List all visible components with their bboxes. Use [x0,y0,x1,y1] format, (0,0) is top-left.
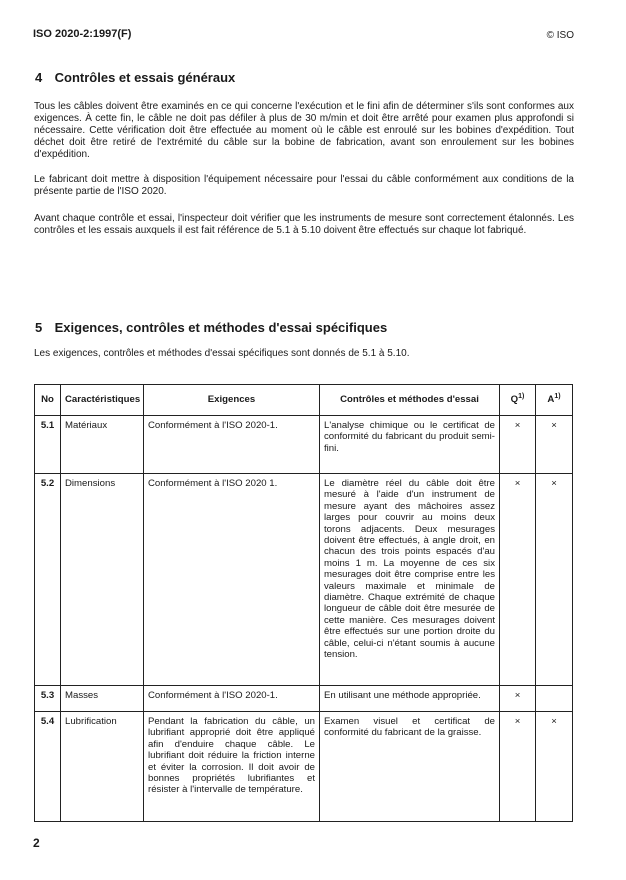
row-number: 5.4 [35,712,61,822]
row-requirement: Pendant la fabrication du câble, un lubrifiant approprié doit être appliqué afin d'enduire chaque câble. Le lubrifiant doit réduire la friction interne et éviter la corrosion. Il doit avoir de bonnes propriétés lubrifiantes et résister à l'intervalle de température. [144,712,320,822]
row-characteristic: Masses [61,686,144,712]
section-4-heading [35,70,235,85]
header-q-label: Q [510,394,519,406]
row-method: L'analyse chimique ou le certificat de conformité du fabricant du produit semi-fini. [320,416,500,474]
header-q-footnote: 1) [518,393,525,401]
section-4-paragraph-3: Avant chaque contrôle et essai, l'inspecteur doit vérifier que les instruments de mesure sont correctement étalonnés. Les contrôles et les essais auxquels il est fait référence de 5.1 à 5.10 doivent être effectués sur chaque lot fabriqué. [34,213,574,236]
header-requirements: Exigences [144,385,320,416]
section-5-title: Exigences, contrôles et méthodes d'essai spécifiques [54,320,388,335]
row-q-mark: × [500,686,536,712]
row-requirement: Conformément à l'ISO 2020-1. [144,416,320,474]
header-a-label: A [547,394,555,406]
row-number: 5.2 [35,474,61,686]
section-4-number: 4 [35,70,43,85]
row-a-mark: × [536,474,573,686]
header-a-footnote: 1) [554,393,561,401]
row-characteristic: Lubrification [61,712,144,822]
header-no: No [35,385,61,416]
table-row [35,686,573,712]
section-5-intro: Les exigences, contrôles et méthodes d'essai spécifiques sont donnés de 5.1 à 5.10. [34,348,410,359]
row-number: 5.3 [35,686,61,712]
row-requirement: Conformément à l'ISO 2020-1. [144,686,320,712]
section-4-title: Contrôles et essais généraux [54,70,236,85]
row-method: Le diamètre réel du câble doit être mesuré à l'aide d'un instrument de mesure ayant des mâchoires assez larges pour couvrir au moins deux torons adjacents. Deux mesurages doivent être effectués, à angle droit, en chacun des trois points espacés d'au moins 1 m. La moyenne de ces six mesurages doit être comprise entre les valeurs maximale et minimale de diamètre. Chaque extrémité de chaque longueur de câble doit être mesurée de cette manière. Ces mesurages doivent être effectués sur une portion droite du câble, celui-ci n'étant soumis à aucune tension. [320,474,500,686]
row-characteristic: Dimensions [61,474,144,686]
row-method: En utilisant une méthode appropriée. [320,686,500,712]
row-a-mark: × [536,712,573,822]
header-a [536,385,573,416]
header-methods: Contrôles et méthodes d'essai [320,385,500,416]
section-5-number: 5 [35,320,43,335]
copyright-mark: © ISO [546,30,574,41]
requirements-table [34,384,573,822]
row-number: 5.1 [35,416,61,474]
section-4-paragraph-2: Le fabricant doit mettre à disposition l'équipement nécessaire pour l'essai du câble conformément aux conditions de la présente partie de l'ISO 2020. [34,174,574,197]
row-q-mark: × [500,474,536,686]
row-q-mark: × [500,712,536,822]
row-a-mark [536,686,573,712]
table-header-row [35,385,573,416]
row-q-mark: × [500,416,536,474]
section-5-heading [35,320,387,335]
page-number: 2 [33,836,40,850]
table-row [35,712,573,822]
table-row [35,474,573,686]
row-method: Examen visuel et certificat de conformité du fabricant de la graisse. [320,712,500,822]
header-characteristics: Caractéristiques [61,385,144,416]
table-row [35,416,573,474]
row-characteristic: Matériaux [61,416,144,474]
row-requirement: Conformément à l'ISO 2020 1. [144,474,320,686]
section-4-paragraph-1: Tous les câbles doivent être examinés en ce qui concerne l'exécution et le fini afin de déterminer s'ils sont conformes aux exigences. À cette fin, le câble ne doit pas défiler à plus de 30 m/min et doit être arrêté pour examen plus approfondi si nécessaire. Cette vérification doit être effectuée au moment où le câble est enroulé sur les bobines d'expédition. Tout déchet doit être retiré de l'extrémité du câble sur la bobine de fabrication, avant son enroulement sur les bobines d'expédition. [34,101,574,160]
row-a-mark: × [536,416,573,474]
header-q [500,385,536,416]
standard-reference: ISO 2020-2:1997(F) [33,28,132,40]
